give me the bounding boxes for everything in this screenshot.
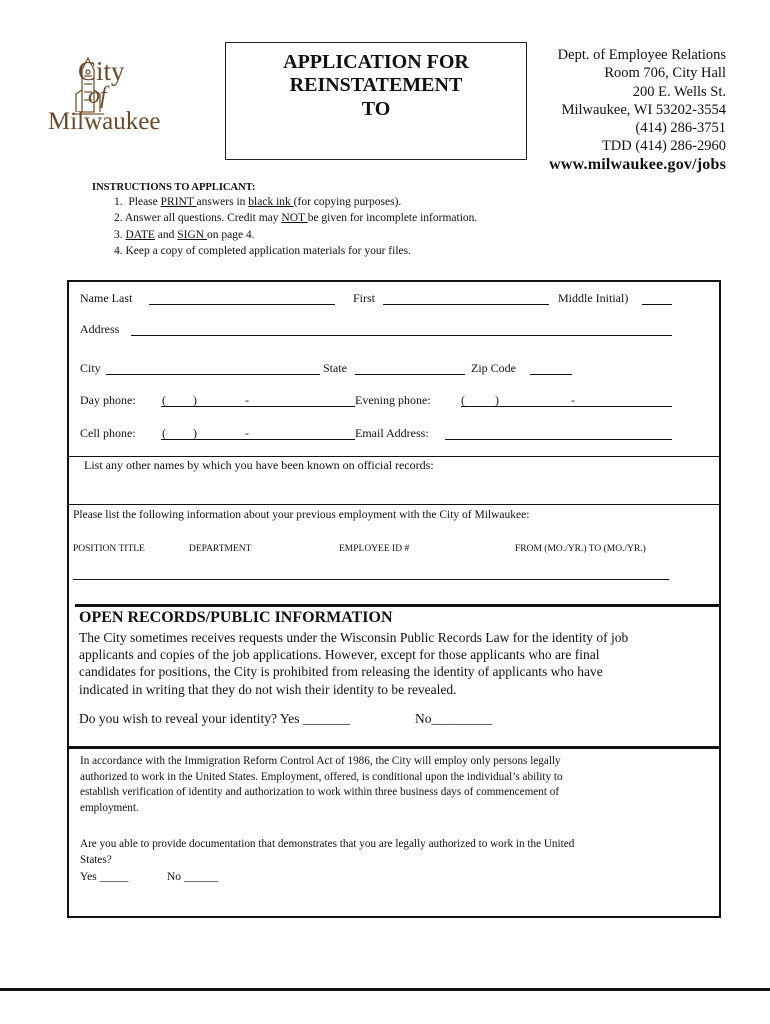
cell-phone-close-paren: )	[193, 426, 197, 440]
cell-phone-label: Cell phone:	[80, 426, 136, 440]
address-line-2: Room 706, City Hall	[604, 65, 726, 82]
day-phone-close-paren: )	[193, 393, 197, 407]
day-phone-label: Day phone:	[80, 393, 136, 407]
last-name-field[interactable]	[149, 304, 335, 305]
state-label: State	[323, 361, 347, 375]
section-divider	[69, 746, 719, 749]
city-label: City	[80, 361, 101, 375]
divider	[69, 504, 719, 505]
zip-code-field[interactable]	[530, 374, 572, 375]
other-names-field[interactable]	[69, 476, 719, 502]
state-field[interactable]	[355, 374, 465, 375]
evening-phone-label: Evening phone:	[355, 393, 431, 407]
application-form	[67, 280, 721, 918]
instruction-2: 2. Answer all questions. Credit may NOT be given for incomplete information.	[114, 212, 478, 224]
zip-code-label: Zip Code	[471, 361, 516, 375]
city-logo	[48, 56, 161, 142]
cell-phone-dash: -	[245, 426, 249, 440]
address-label: Address	[80, 322, 120, 336]
evening-phone-dash: -	[571, 393, 575, 407]
logo-of-text: of	[88, 83, 107, 109]
city-field[interactable]	[106, 374, 320, 375]
instruction-1: 1. Please PRINT answers in black ink (for copying purposes).	[114, 196, 402, 208]
email-field[interactable]	[445, 439, 672, 440]
column-position-title: POSITION TITLE	[73, 544, 145, 554]
middle-initial-label: Middle Initial)	[558, 291, 629, 305]
middle-initial-field[interactable]	[642, 304, 672, 305]
immigration-paragraph: In accordance with the Immigration Reform Control Act of 1986, the City will employ only persons legally authorized to work in the United States. Employment, offered, is conditional upon the individual’s ability to establish verification of identity and authorization to work within three business days of commencement of employment.	[80, 755, 563, 814]
column-department: DEPARTMENT	[189, 544, 252, 554]
divider	[69, 456, 719, 457]
address-line-1: Dept. of Employee Relations	[557, 47, 726, 63]
day-phone-dash: -	[245, 393, 249, 407]
evening-phone-field[interactable]	[461, 406, 672, 407]
instruction-3: 3. DATE and SIGN on page 4.	[114, 229, 255, 241]
address-line-3: 200 E. Wells St.	[632, 83, 726, 100]
logo-milwaukee-text: Milwaukee	[48, 108, 161, 135]
first-name-field[interactable]	[383, 304, 549, 305]
department-address	[549, 46, 726, 174]
name-last-label: Name Last	[80, 291, 133, 305]
reveal-identity-question[interactable]: Do you wish to reveal your identity? Yes _______	[79, 711, 351, 726]
work-authorization-question: Are you able to provide documentation that demonstrates that you are legally authorized to work in the United States?	[80, 838, 575, 866]
title-line-3: TO	[361, 98, 391, 120]
first-name-label: First	[353, 291, 376, 305]
section-divider	[75, 604, 719, 607]
page-bottom-rule	[0, 988, 770, 991]
day-phone-field[interactable]	[161, 406, 355, 407]
title-line-2: REINSTATEMENT	[289, 74, 463, 96]
address-line-6: TDD (414) 286-2960	[601, 138, 726, 155]
column-employee-id: EMPLOYEE ID #	[339, 544, 410, 554]
previous-employment-label: Please list the following information about your previous employment with the City of Milwaukee:	[73, 509, 530, 521]
form-title-box	[225, 42, 527, 160]
cell-phone-open-paren: (	[162, 426, 166, 440]
reveal-identity-no[interactable]: No_________	[415, 711, 493, 726]
address-line-4: Milwaukee, WI 53202-3554	[561, 101, 726, 118]
jobs-website-link[interactable]: www.milwaukee.gov/jobs	[549, 155, 726, 173]
evening-phone-close-paren: )	[495, 393, 499, 407]
open-records-heading: OPEN RECORDS/PUBLIC INFORMATION	[79, 609, 393, 626]
work-authorization-yes[interactable]: Yes _____	[80, 871, 129, 883]
previous-employment-entry-line[interactable]	[73, 579, 669, 580]
instruction-4: 4. Keep a copy of completed application materials for your files.	[114, 245, 411, 257]
column-from-to: FROM (MO./YR.) TO (MO./YR.)	[515, 544, 646, 554]
instructions-heading: INSTRUCTIONS TO APPLICANT:	[92, 182, 256, 193]
work-authorization-no[interactable]: No ______	[167, 871, 219, 883]
open-records-paragraph: The City sometimes receives requests under the Wisconsin Public Records Law for the identity of job applicants and copies of the job applications. However, except for those applicants who are final candidates for positions, the City is prohibited from releasing the identity of applicants who have indicated in writing that they do not wish their identity to be revealed.	[79, 630, 629, 697]
evening-phone-open-paren: (	[461, 393, 465, 407]
cell-phone-field[interactable]	[161, 439, 355, 440]
address-field[interactable]	[131, 335, 672, 336]
title-line-1: APPLICATION FOR	[283, 51, 469, 73]
logo-city-text: City	[78, 56, 125, 86]
day-phone-open-paren: (	[162, 393, 166, 407]
email-label: Email Address:	[355, 426, 429, 440]
address-line-5: (414) 286-3751	[635, 120, 726, 137]
other-names-label: List any other names by which you have been known on official records:	[84, 458, 434, 472]
